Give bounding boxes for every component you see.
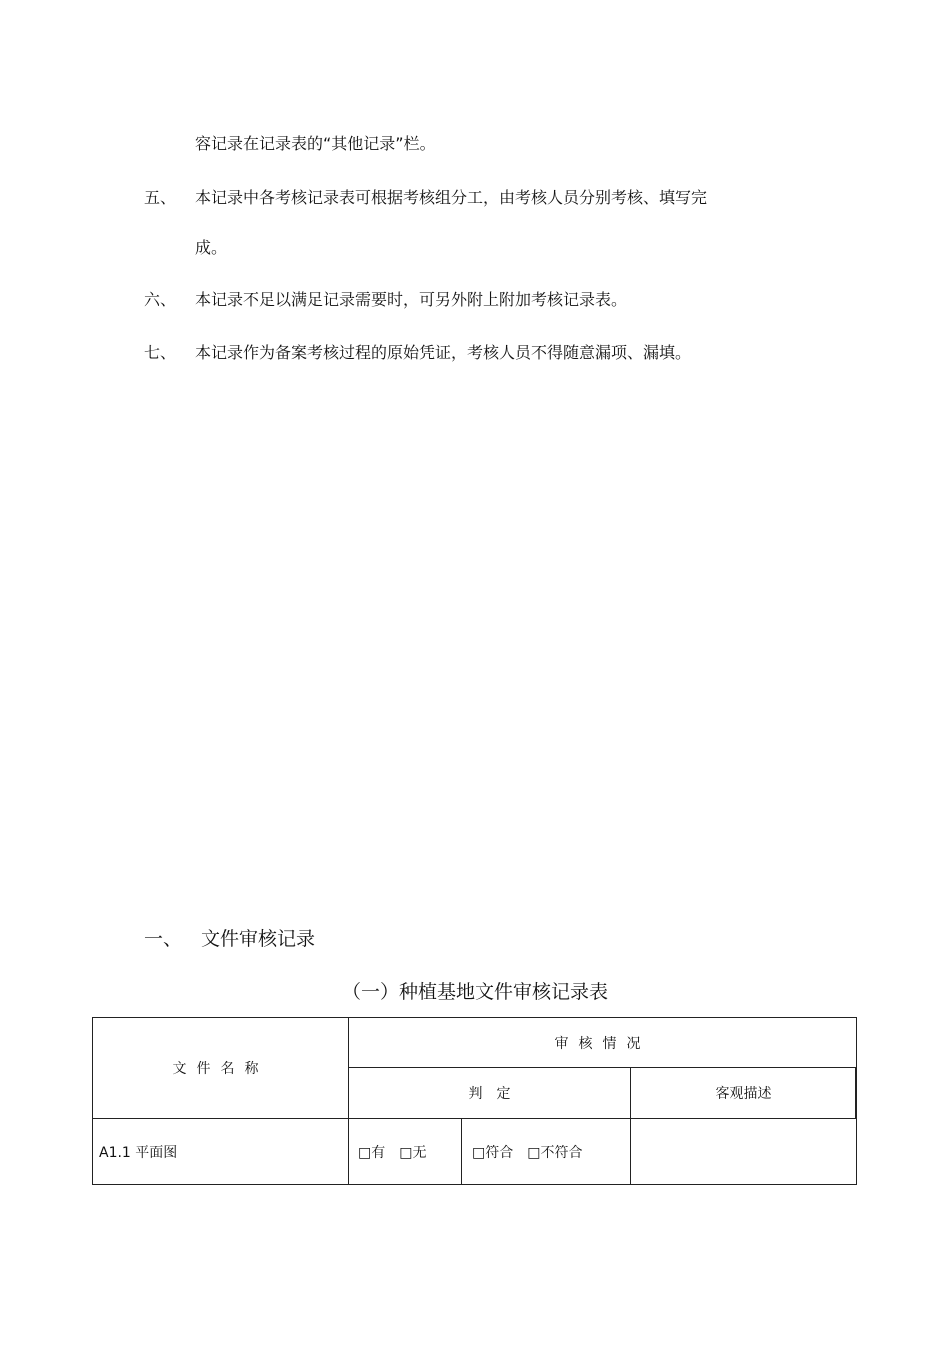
exist-checkbox-group[interactable]: □有 □无 (358, 1144, 427, 1161)
note-continuation: 容记录在记录表的“其他记录”栏。 (195, 134, 436, 153)
section-heading (144, 927, 315, 951)
note-item-number: 五、 (144, 188, 177, 207)
note-item-number: 七、 (144, 343, 177, 362)
conform-checkbox-group[interactable]: □符合 □不符合 (472, 1144, 583, 1161)
header-doc-name: 文件名称 (172, 1061, 269, 1077)
review-record-table (92, 1017, 857, 1185)
table-divider (461, 1118, 462, 1184)
section-number: 一、 (144, 928, 183, 950)
note-item-text: 本记录中各考核记录表可根据考核组分工，由考核人员分别考核、填写完 (195, 188, 708, 207)
table-row-doc-name: A1.1 平面图 (99, 1144, 178, 1161)
table-title: （一）种植基地文件审核记录表 (341, 981, 608, 1003)
header-review-status: 审核情况 (554, 1035, 651, 1052)
note-item-text-continued: 成。 (195, 238, 228, 257)
note-item-text: 本记录不足以满足记录需要时，可另外附上附加考核记录表。 (195, 290, 628, 309)
note-item-text: 本记录作为备案考核过程的原始凭证，考核人员不得随意漏项、漏填。 (195, 343, 692, 362)
section-title: 文件审核记录 (201, 928, 316, 950)
objective-description-field[interactable] (631, 1119, 856, 1184)
header-judgement: 判 定 (468, 1086, 511, 1102)
header-objective-description: 客观描述 (715, 1086, 772, 1102)
note-item-number: 六、 (144, 290, 177, 309)
